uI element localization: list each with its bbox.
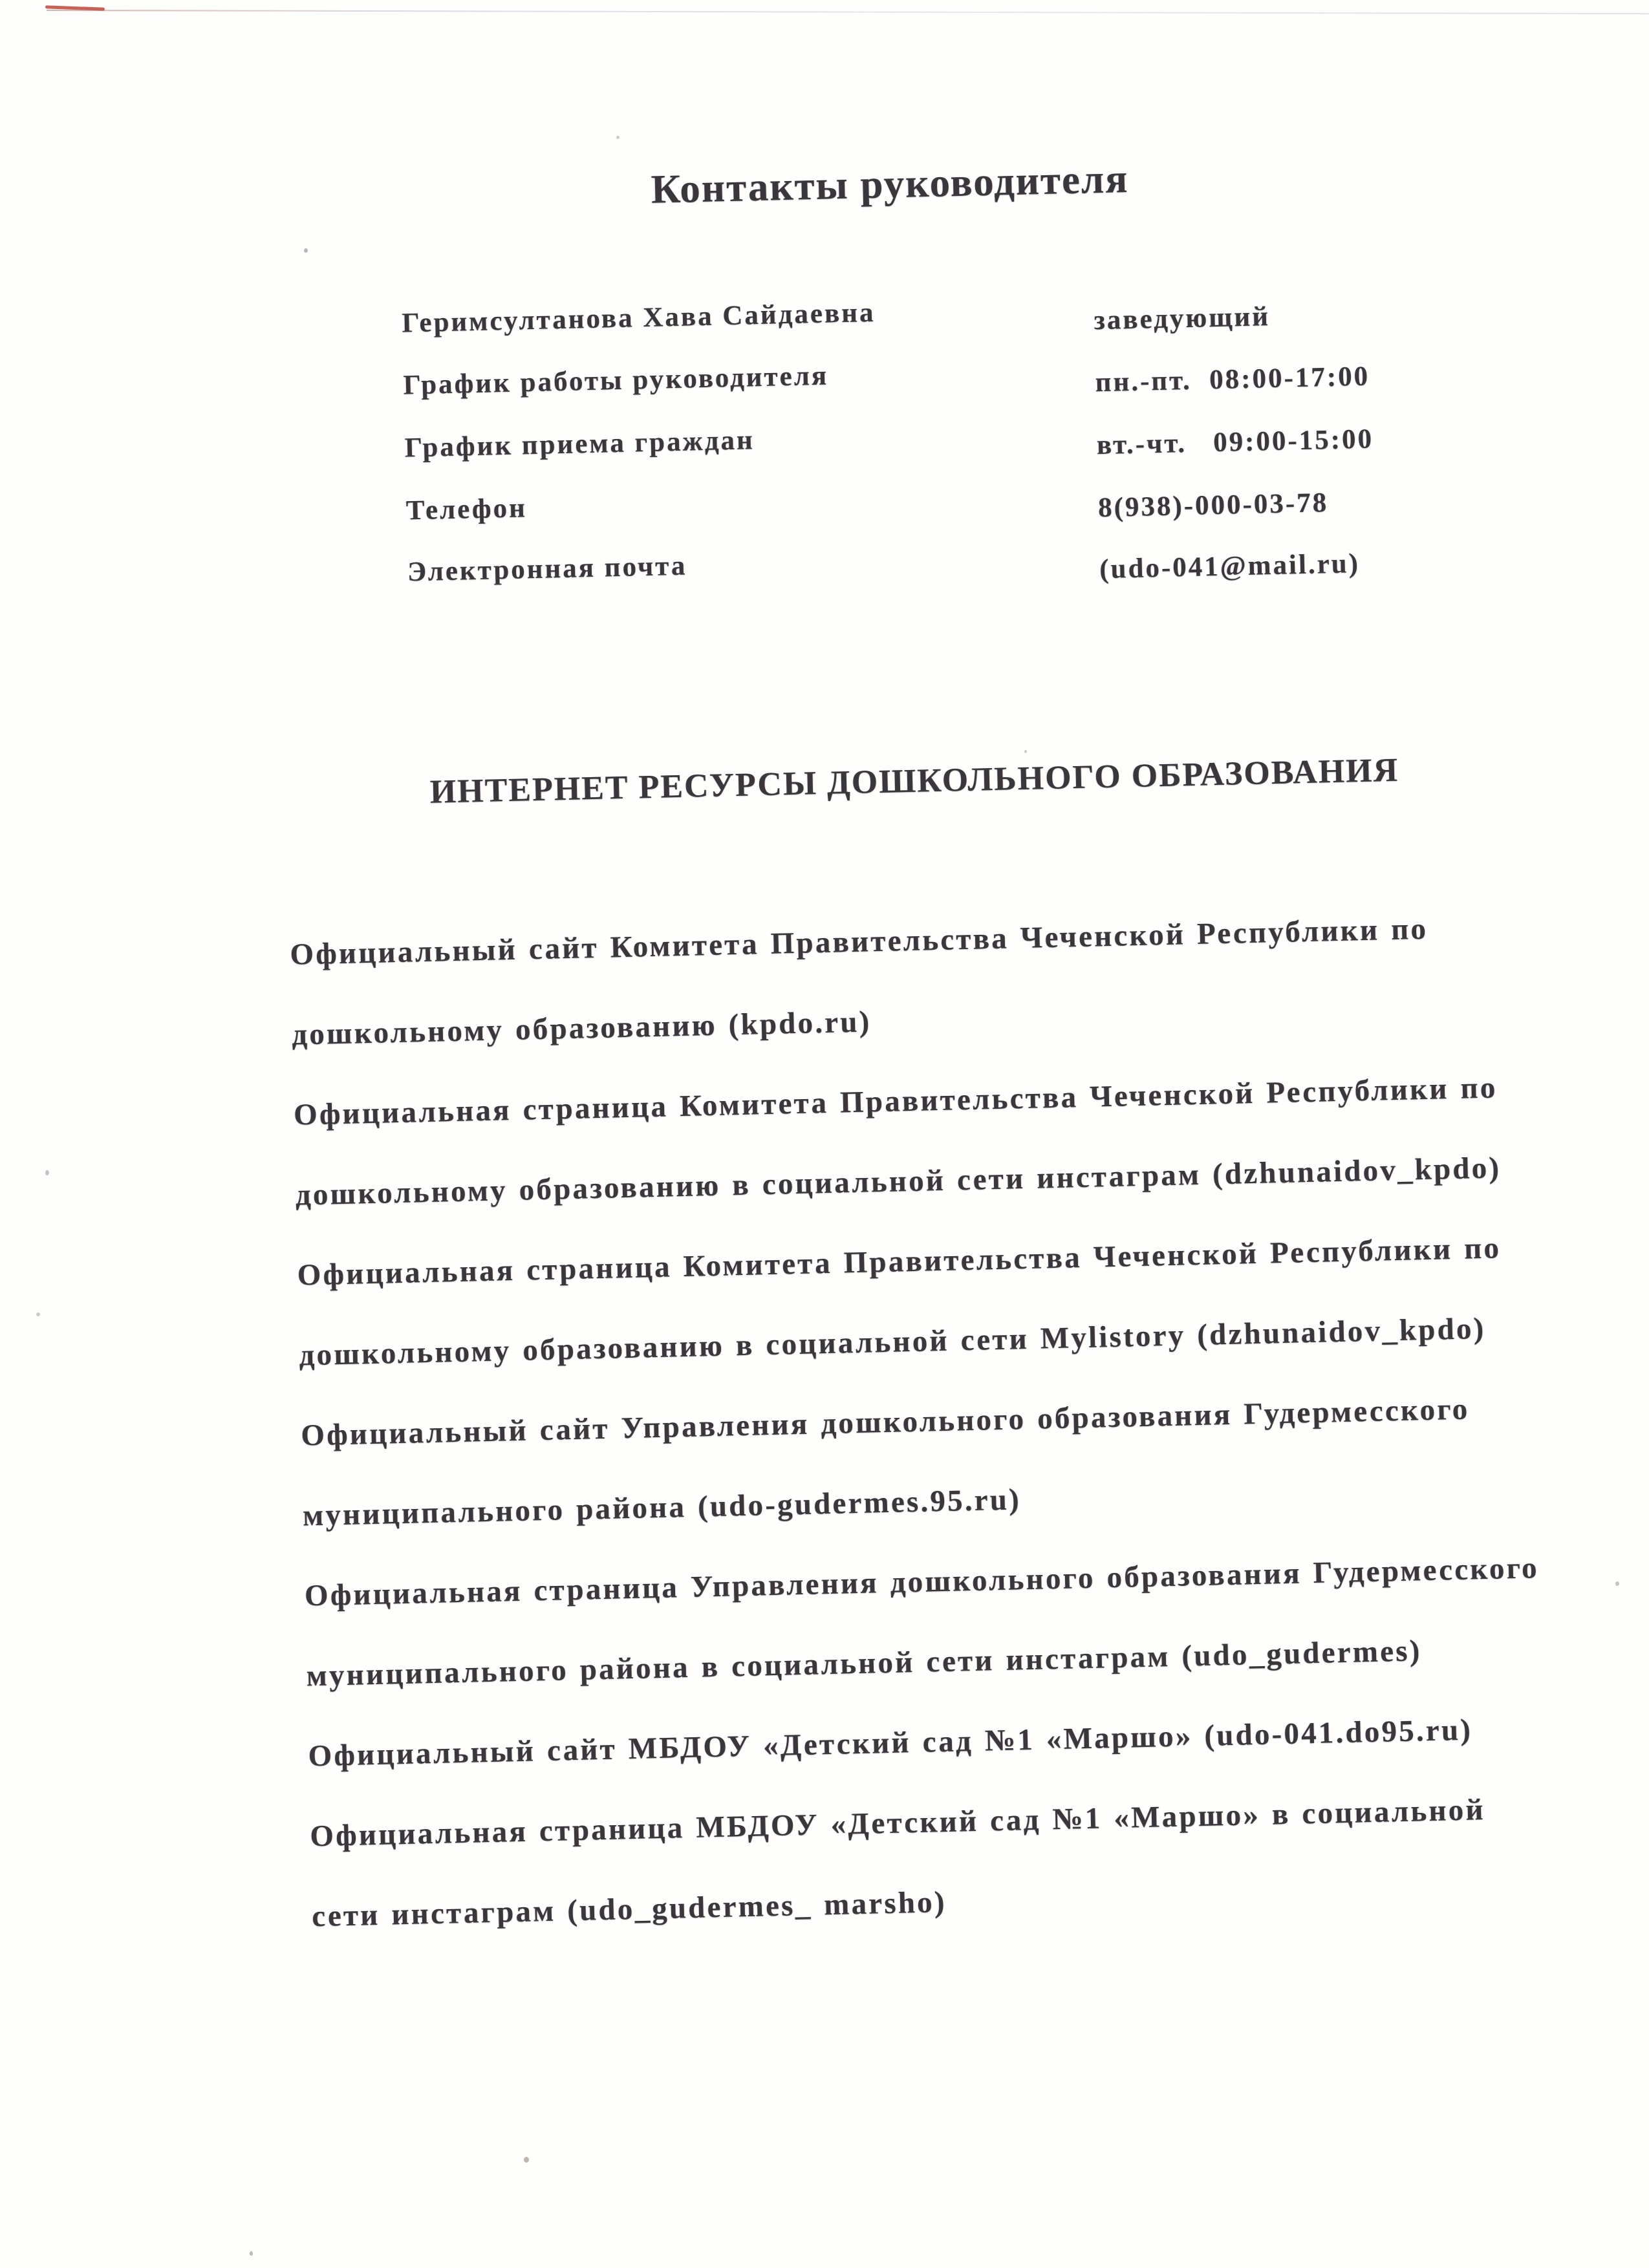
resources-list bbox=[289, 884, 1632, 1956]
contact-row bbox=[401, 297, 1271, 339]
resource-line: Официальная страница Управления дошкольного образования Гудермесского bbox=[304, 1551, 1540, 1613]
contact-row bbox=[405, 487, 1329, 526]
resource-line: Официальный сайт Управления дошкольного образования Гудермесского bbox=[300, 1392, 1470, 1453]
section-heading: ИНТЕРНЕТ РЕСУРСЫ ДОШКОЛЬНОГО ОБРАЗОВАНИЯ bbox=[429, 751, 1399, 811]
resource-line: дошкольному образованию в социальной сети инстаграм (dzhunaidov_kpdo) bbox=[295, 1151, 1502, 1212]
contact-row bbox=[403, 360, 1370, 401]
resource-line: сети инстаграм (udo_gudermes_ marsho) bbox=[311, 1885, 947, 1934]
resource-line: муниципального района (udo-gudermes.95.ru) bbox=[302, 1482, 1022, 1533]
resource-line: Официальная страница Комитета Правительства Чеченской Республики по bbox=[297, 1231, 1502, 1292]
contact-value: заведующий bbox=[1094, 301, 1271, 336]
contact-value: вт.-чт. 09:00-15:00 bbox=[1096, 423, 1374, 461]
contact-row bbox=[404, 423, 1374, 464]
resource-line: Официальная страница Комитета Правительства Чеченской Республики по bbox=[293, 1071, 1498, 1132]
contact-row bbox=[407, 548, 1361, 588]
contact-label: Геримсултанова Хава Сайдаевна bbox=[401, 297, 876, 339]
resource-line: Официальная страница МБДОУ «Детский сад №1 «Маршо» в социальной bbox=[309, 1793, 1486, 1854]
page-title: Контакты руководителя bbox=[650, 155, 1130, 212]
resource-line: дошкольному образованию в социальной сети Mylistory (dzhunaidov_kpdo) bbox=[298, 1311, 1487, 1373]
resource-line: Официальный сайт МБДОУ «Детский сад №1 «Маршо» (udo-041.do95.ru) bbox=[308, 1713, 1473, 1773]
contact-label: Электронная почта bbox=[407, 550, 687, 588]
contact-label: График приема граждан bbox=[404, 425, 755, 464]
resource-line: муниципального района в социальной сети инстаграм (udo_gudermes) bbox=[306, 1634, 1423, 1693]
resource-line: дошкольному образованию (kpdo.ru) bbox=[291, 1005, 872, 1052]
contact-value: (udo-041@mail.ru) bbox=[1099, 548, 1361, 585]
contact-label: Телефон bbox=[405, 493, 528, 526]
contact-value: пн.-пт. 08:00-17:00 bbox=[1095, 361, 1370, 398]
resource-line: Официальный сайт Комитета Правительства Чеченской Республики по bbox=[289, 912, 1428, 972]
contact-value: 8(938)-000-03-78 bbox=[1097, 487, 1329, 524]
contact-label: График работы руководителя bbox=[403, 360, 829, 401]
